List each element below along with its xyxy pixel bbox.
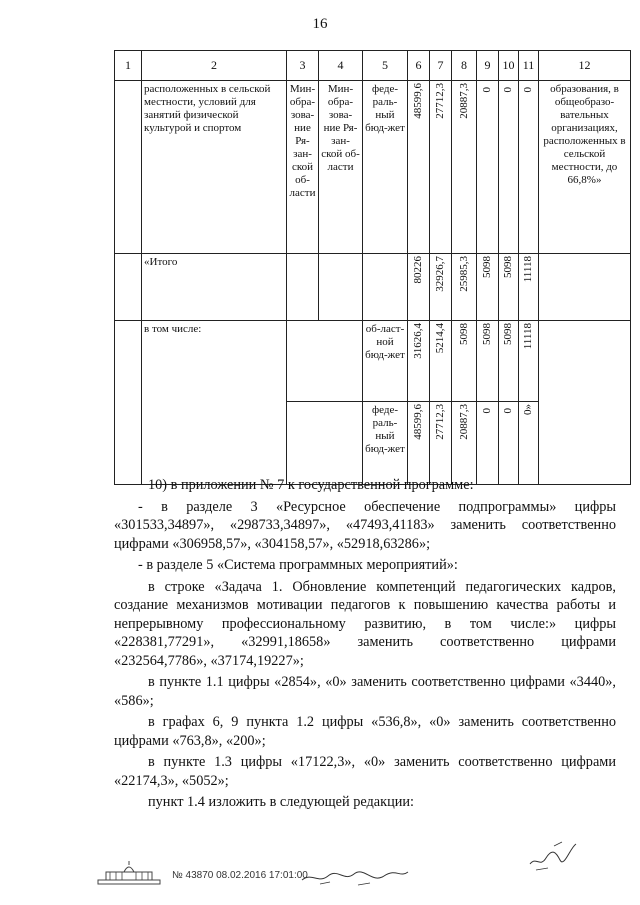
header-cell: 9 bbox=[477, 51, 499, 81]
table-row bbox=[115, 81, 631, 254]
header-cell: 8 bbox=[452, 51, 477, 81]
executor-cell: Мин-обра-зова-ние Ря-зан-ской об-ласти bbox=[287, 81, 319, 254]
table-cell bbox=[115, 321, 142, 485]
amount-cell: 80226 bbox=[408, 254, 430, 321]
amount-cell: 5098 bbox=[452, 321, 477, 402]
paragraph: - в разделе 3 «Ресурсное обеспечение подпрограммы» цифры «301533,34897», «298733,34897», «47493,41183» заменить соответственно цифрами «306958,57», «304158,57», «52918,63286»; bbox=[114, 498, 616, 552]
amount-cell: 27712,3 bbox=[430, 402, 452, 485]
footer bbox=[96, 860, 596, 890]
table-row bbox=[115, 254, 631, 321]
executor-cell: Мин-обра-зова-ние Ря-зан-ской об-ласти bbox=[319, 81, 363, 254]
header-cell: 1 bbox=[115, 51, 142, 81]
paragraph: в строке «Задача 1. Обновление компетенций педагогических кадров, создание механизмов мотивации педагогов к повышению качества работы и непрерывному профессиональному развитию, в том числе:» цифры «228381,77291», «32991,18658» заменить соответственно цифрами «232564,7786», «37174,19227»; bbox=[114, 578, 616, 669]
amount-cell: 27712,3 bbox=[430, 81, 452, 254]
amount-cell: 25985,3 bbox=[452, 254, 477, 321]
table-cell bbox=[539, 321, 631, 485]
amount-cell: 0» bbox=[519, 402, 539, 485]
funding-source-cell: об-ласт-ной бюд-жет bbox=[363, 321, 408, 402]
table-cell bbox=[115, 81, 142, 254]
amount-cell: 5098 bbox=[499, 321, 519, 402]
funding-source-cell: феде-раль-ный бюд-жет bbox=[363, 402, 408, 485]
amount-cell: 5098 bbox=[499, 254, 519, 321]
amount-cell: 5098 bbox=[477, 321, 499, 402]
paragraph: пункт 1.4 изложить в следующей редакции: bbox=[148, 794, 415, 810]
table-row bbox=[115, 321, 631, 402]
amount-cell: 0 bbox=[477, 81, 499, 254]
table-cell bbox=[539, 254, 631, 321]
total-label-cell: «Итого bbox=[142, 254, 287, 321]
header-cell: 11 bbox=[519, 51, 539, 81]
budget-table bbox=[114, 50, 631, 485]
amount-cell: 11118 bbox=[519, 254, 539, 321]
registration-stamp: № 43870 08.02.2016 17:01:00 bbox=[172, 870, 308, 881]
amount-cell: 0 bbox=[499, 402, 519, 485]
funding-source-cell: феде-раль-ный бюд-жет bbox=[363, 81, 408, 254]
paragraph: - в разделе 5 «Система программных мероприятий»: bbox=[138, 557, 458, 573]
header-cell: 2 bbox=[142, 51, 287, 81]
government-building-icon bbox=[96, 860, 162, 886]
table-header-row bbox=[115, 51, 631, 81]
amendment-text bbox=[114, 476, 616, 815]
amount-cell: 0 bbox=[499, 81, 519, 254]
amount-cell: 11118 bbox=[519, 321, 539, 402]
header-cell: 6 bbox=[408, 51, 430, 81]
amount-cell: 20887,3 bbox=[452, 402, 477, 485]
including-label-cell: в том числе: bbox=[142, 321, 287, 485]
amount-cell: 31626,4 bbox=[408, 321, 430, 402]
table-cell bbox=[287, 254, 319, 321]
table-cell bbox=[363, 254, 408, 321]
header-cell: 7 bbox=[430, 51, 452, 81]
table-cell bbox=[287, 402, 363, 485]
amount-cell: 5098 bbox=[477, 254, 499, 321]
paragraph: в графах 6, 9 пункта 1.2 цифры «536,8», «0» заменить соответственно цифрами «763,8», «200»; bbox=[114, 714, 616, 749]
amount-cell: 0 bbox=[477, 402, 499, 485]
paragraph: в пункте 1.3 цифры «17122,3», «0» заменить соответственно цифрами «22174,3», «5052»; bbox=[114, 754, 616, 789]
amount-cell: 48599,6 bbox=[408, 402, 430, 485]
handwritten-mark-icon bbox=[300, 866, 410, 888]
table-cell bbox=[319, 254, 363, 321]
header-cell: 10 bbox=[499, 51, 519, 81]
amount-cell: 32926,7 bbox=[430, 254, 452, 321]
event-name-cell: расположенных в сельской местности, условий для занятий физической культурой и спортом bbox=[142, 81, 287, 254]
signature-icon bbox=[526, 838, 578, 874]
header-cell: 5 bbox=[363, 51, 408, 81]
amount-cell: 20887,3 bbox=[452, 81, 477, 254]
indicator-cell: образования, в общеобразо-вательных организациях, расположенных в сельской местности, до 66,8%» bbox=[539, 81, 631, 254]
amount-cell: 48599,6 bbox=[408, 81, 430, 254]
header-cell: 12 bbox=[539, 51, 631, 81]
amount-cell: 5214,4 bbox=[430, 321, 452, 402]
paragraph: в пункте 1.1 цифры «2854», «0» заменить соответственно цифрами «3440», «586»; bbox=[114, 674, 616, 709]
table-cell bbox=[287, 321, 363, 402]
amount-cell: 0 bbox=[519, 81, 539, 254]
header-cell: 3 bbox=[287, 51, 319, 81]
header-cell: 4 bbox=[319, 51, 363, 81]
page-number: 16 bbox=[312, 16, 328, 32]
table-cell bbox=[115, 254, 142, 321]
paragraph: 10) в приложении № 7 к государственной программе: bbox=[148, 477, 474, 493]
